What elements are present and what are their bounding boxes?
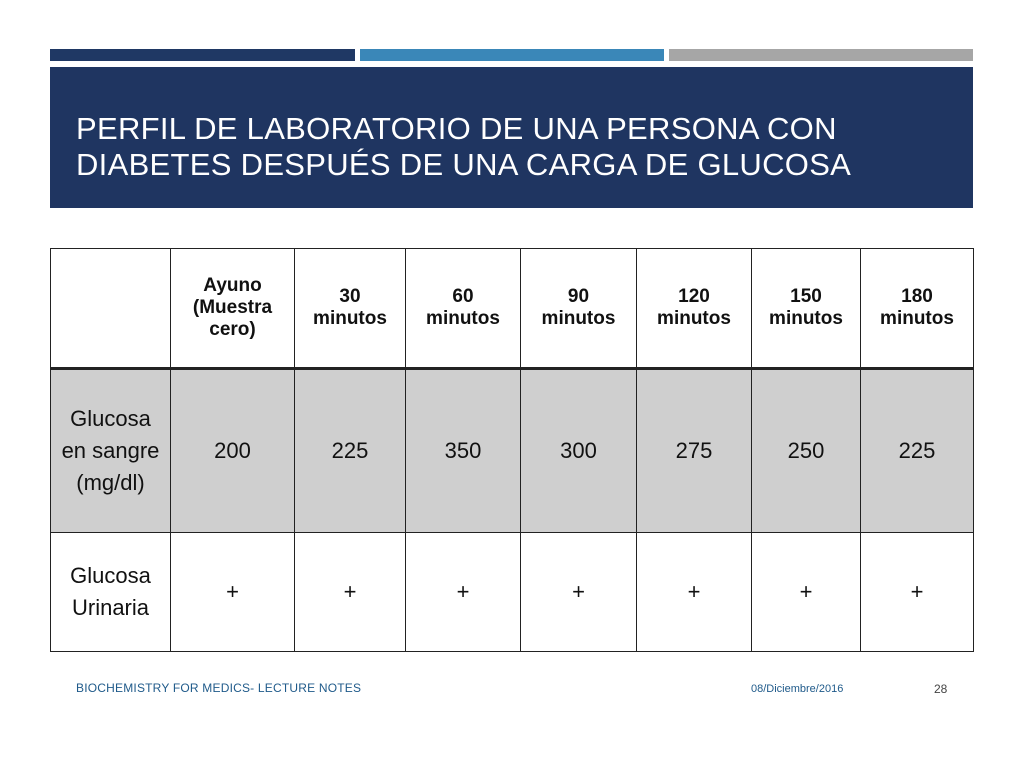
slide-title-line-2: DIABETES DESPUÉS DE UNA CARGA DE GLUCOSA [76, 147, 852, 182]
header-cell-60-min: 60 minutos [406, 249, 521, 369]
header-cell-empty [51, 249, 171, 369]
header-cell-150-min: 150 minutos [752, 249, 861, 369]
table-cell: + [406, 533, 521, 652]
table-row-blood-glucose [51, 369, 974, 533]
table-cell: + [637, 533, 752, 652]
footer-date: 08/Diciembre/2016 [751, 683, 844, 695]
table-row-urine-glucose [51, 533, 974, 652]
accent-bar-blue [360, 49, 664, 61]
row-label-blood-glucose: Glucosa en sangre (mg/dl) [51, 369, 171, 533]
table-cell: 350 [406, 369, 521, 533]
accent-bar-dark [50, 49, 355, 61]
title-band [50, 67, 973, 208]
table-cell: 275 [637, 369, 752, 533]
header-cell-30-min: 30 minutos [295, 249, 406, 369]
table-header-row [51, 249, 974, 369]
slide-number: 28 [934, 682, 948, 696]
table-cell: + [295, 533, 406, 652]
table-cell: + [171, 533, 295, 652]
row-label-urine-glucose: Glucosa Urinaria [51, 533, 171, 652]
table-cell: + [752, 533, 861, 652]
table-cell: 300 [521, 369, 637, 533]
slide-title-line-1: PERFIL DE LABORATORIO DE UNA PERSONA CON [76, 111, 837, 146]
table-cell: 225 [861, 369, 974, 533]
table-cell: 200 [171, 369, 295, 533]
slide-title [76, 111, 947, 183]
header-cell-180-min: 180 minutos [861, 249, 974, 369]
table-cell: 225 [295, 369, 406, 533]
footer-course-title: BIOCHEMISTRY FOR MEDICS- LECTURE NOTES [76, 681, 362, 695]
table-cell: + [521, 533, 637, 652]
table-cell: + [861, 533, 974, 652]
header-cell-90-min: 90 minutos [521, 249, 637, 369]
lab-profile-table [50, 248, 974, 652]
header-cell-fasting: Ayuno (Muestra cero) [171, 249, 295, 369]
header-cell-120-min: 120 minutos [637, 249, 752, 369]
table-cell: 250 [752, 369, 861, 533]
accent-bar-gray [669, 49, 973, 61]
